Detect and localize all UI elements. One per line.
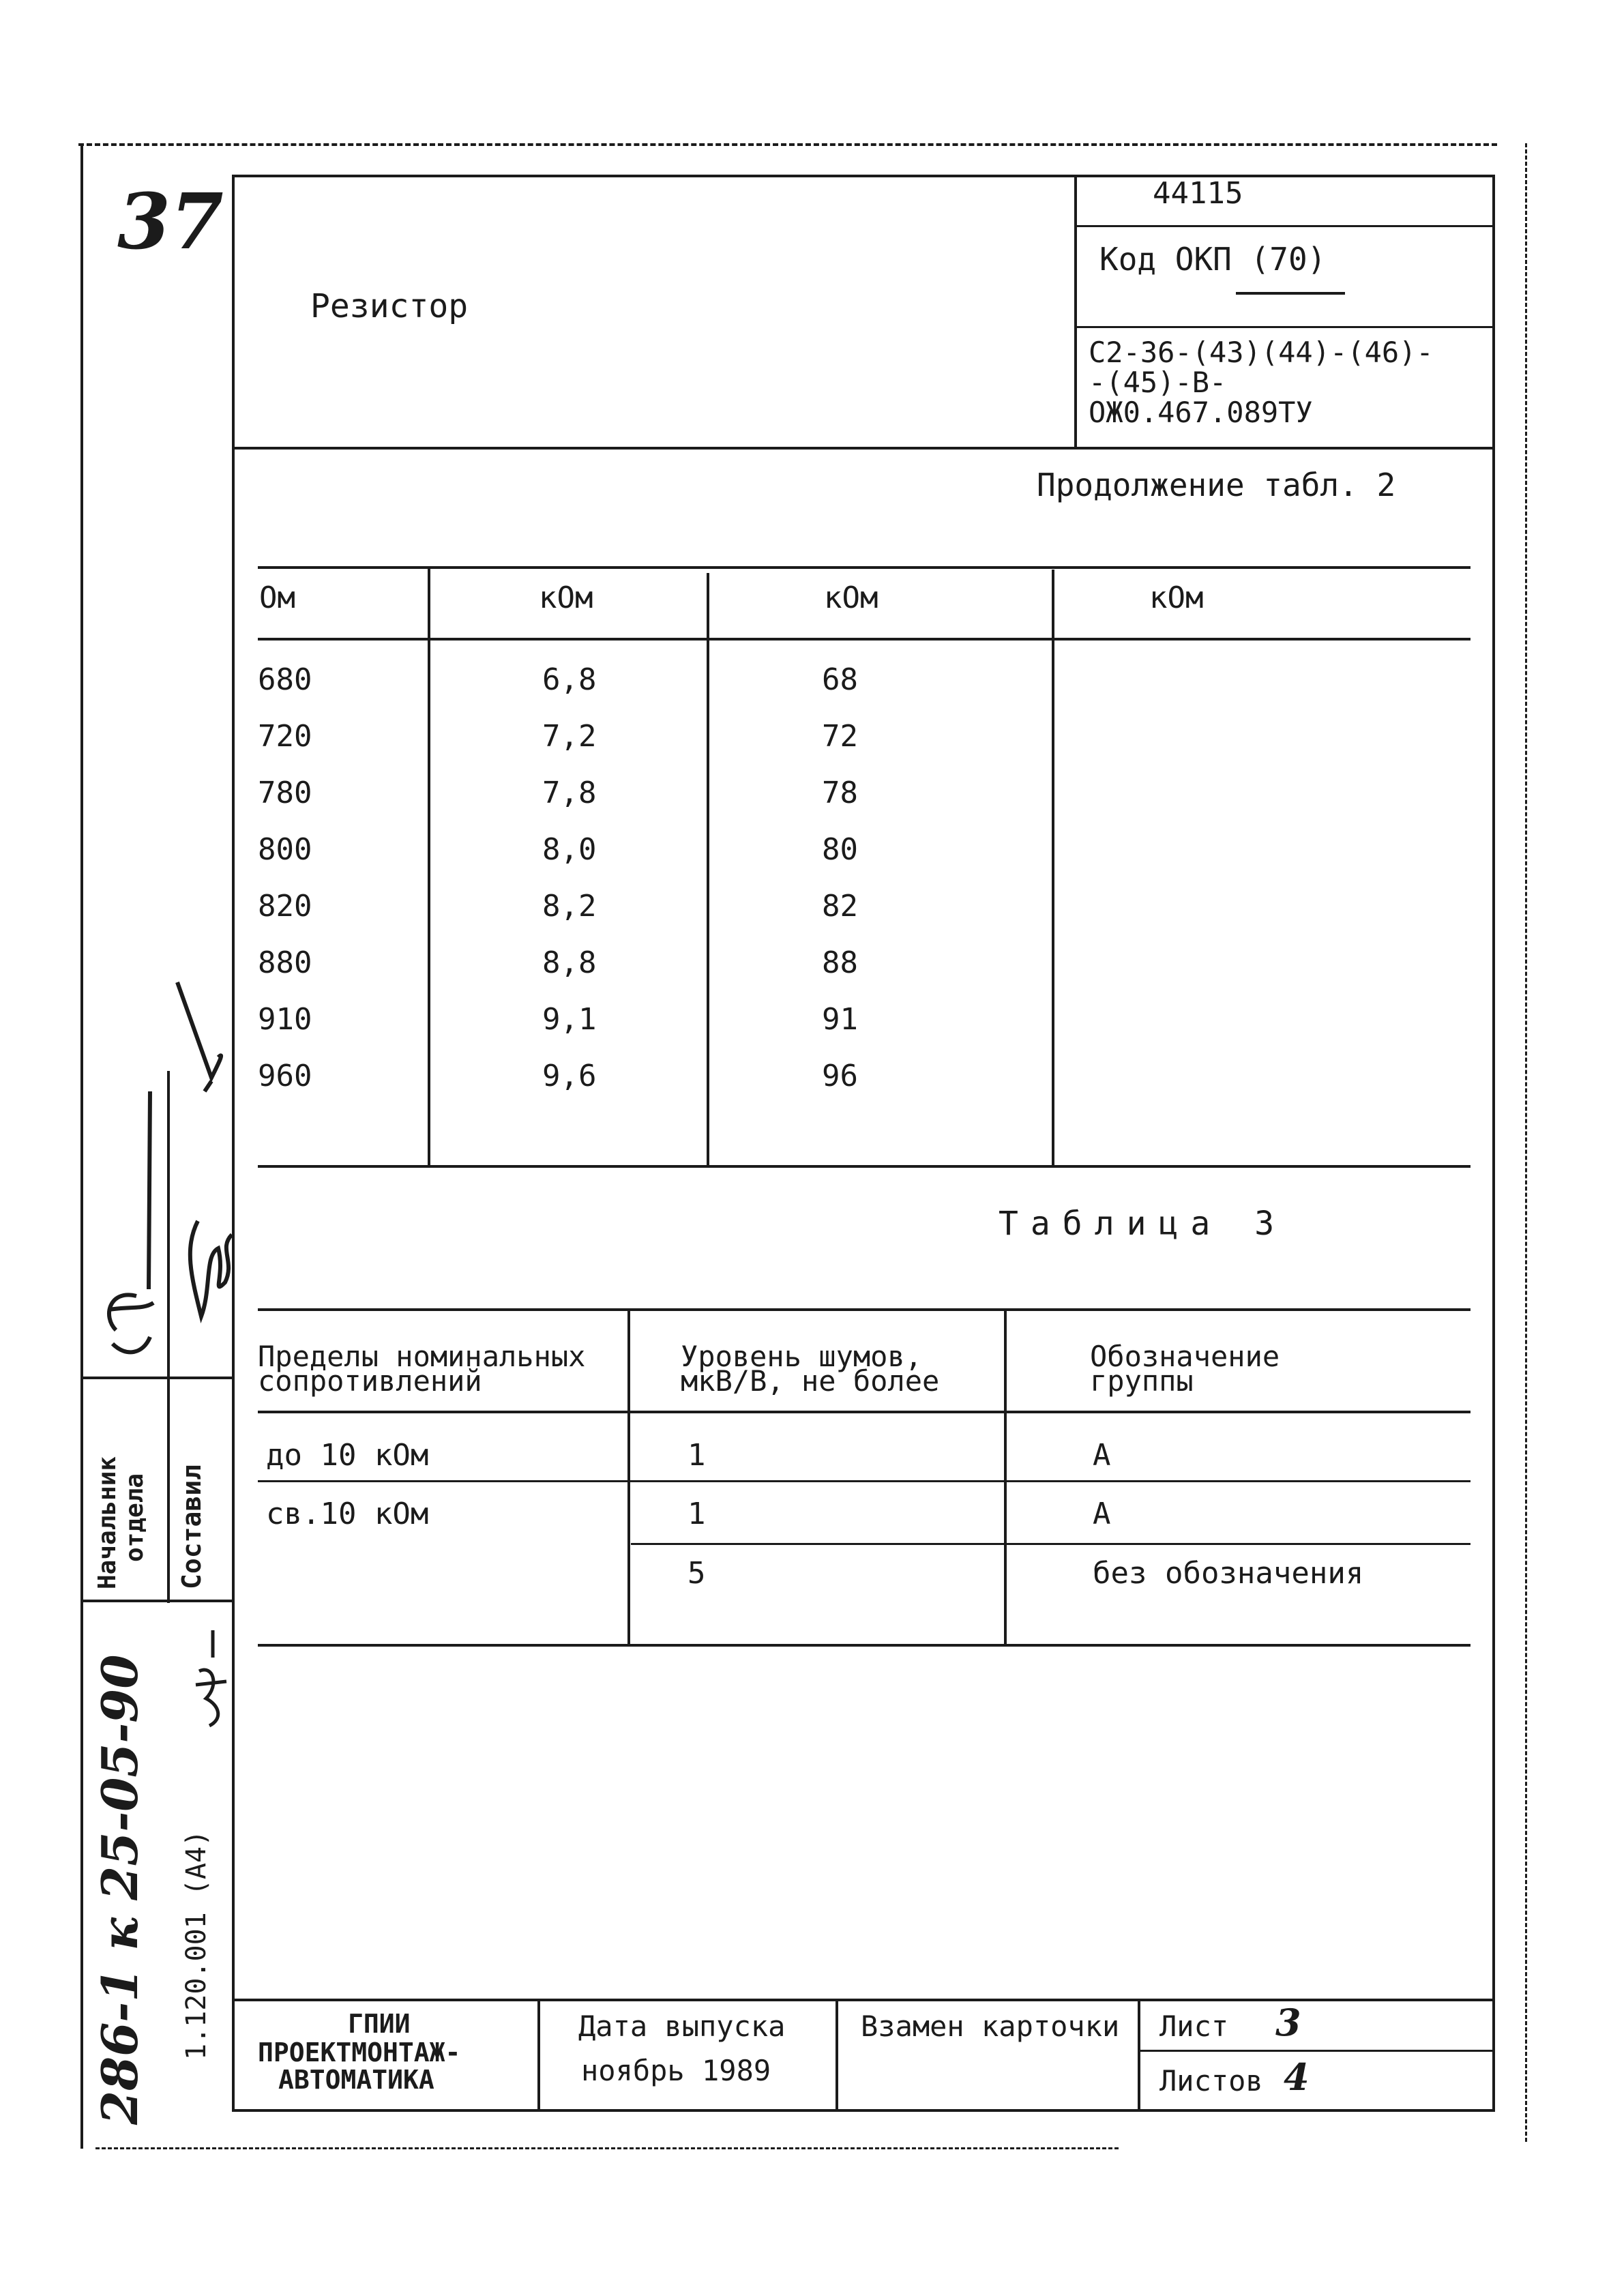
table2-cell-kohm1: 6,8 xyxy=(542,662,597,697)
org-name-line2: ПРОЕКТМОНТАЖ- xyxy=(258,2037,461,2067)
table3-row1-line xyxy=(258,1480,1470,1482)
issue-date-value: ноябрь 1989 xyxy=(581,2054,771,2087)
table3-cell-noise: 1 xyxy=(688,1497,706,1531)
table2-bottom-line xyxy=(258,1165,1470,1168)
footer-divider-3 xyxy=(1138,1999,1140,2109)
sheet-value: 3 xyxy=(1275,2001,1301,2044)
table2-cell-kohm1: 7,8 xyxy=(542,776,597,810)
right-edge-line xyxy=(1525,143,1527,2142)
sheets-value: 4 xyxy=(1284,2055,1310,2099)
table2-header-line xyxy=(258,638,1470,641)
top-border-line xyxy=(78,143,1497,146)
frame-top xyxy=(232,175,1494,177)
table3-header-line xyxy=(258,1411,1470,1413)
table2-cell-kohm1: 9,1 xyxy=(542,1002,597,1037)
footer-divider-2 xyxy=(836,1999,838,2109)
header-right-divider xyxy=(1074,175,1077,447)
table2-cell-ohm: 910 xyxy=(258,1002,312,1037)
table3-col-header-2b: мкВ/В, не более xyxy=(681,1364,940,1398)
table2-col-header-4: кОм xyxy=(1149,580,1204,615)
signature-reg xyxy=(192,1623,233,1733)
replace-card-label: Взамен карточки xyxy=(861,2010,1120,2043)
footer-top-line xyxy=(232,1999,1494,2001)
table2-cell-ohm: 880 xyxy=(258,945,312,980)
sheet-label: Лист xyxy=(1159,2010,1229,2043)
table2-cell-kohm2: 68 xyxy=(822,662,858,697)
header-row1-line xyxy=(1076,225,1492,227)
doc-number: 44115 xyxy=(1153,176,1243,211)
table2-cell-ohm: 780 xyxy=(258,776,312,810)
issue-date-label: Дата выпуска xyxy=(578,2010,786,2043)
component-title: Резистор xyxy=(310,287,469,325)
table2-cell-kohm2: 80 xyxy=(822,832,858,867)
table3-cell-range: св.10 кОм xyxy=(266,1497,429,1531)
table2-cell-kohm2: 82 xyxy=(822,889,858,924)
sidebar-form-code: 1.120.001 (А4) xyxy=(181,1829,212,2060)
footer-sheet-line xyxy=(1139,2050,1494,2052)
sidebar-role-top xyxy=(80,1377,232,1379)
table2-col-header-3: кОм xyxy=(824,580,878,615)
bottom-border-line xyxy=(95,2147,1119,2149)
table3-cell-group: А xyxy=(1093,1497,1111,1531)
table3-top-line xyxy=(258,1308,1470,1311)
table3-cell-group: без обозначения xyxy=(1093,1556,1364,1591)
sidebar-registration-handwritten: 286-1 к 25-05-90 xyxy=(91,1654,149,2125)
table2-cell-kohm2: 91 xyxy=(822,1002,858,1037)
sidebar-column-divider xyxy=(167,1071,170,1603)
sheets-label: Листов xyxy=(1159,2064,1263,2098)
table2-cell-ohm: 680 xyxy=(258,662,312,697)
table3-col-divider-1 xyxy=(627,1308,630,1644)
frame-bottom xyxy=(232,2109,1495,2112)
table2-col-divider-2 xyxy=(707,573,709,1165)
table3-col-header-1b: сопротивлений xyxy=(258,1364,482,1398)
table2-cell-kohm2: 96 xyxy=(822,1059,858,1093)
table2-col-header-1: Ом xyxy=(259,580,295,615)
table2-cell-kohm2: 88 xyxy=(822,945,858,980)
table3-row2-line xyxy=(631,1543,1470,1545)
table2-col-divider-3 xyxy=(1052,570,1054,1165)
table2-cell-kohm1: 8,2 xyxy=(542,889,597,924)
sidebar-role-author: Составил xyxy=(177,1464,207,1589)
table3-cell-noise: 5 xyxy=(688,1556,706,1591)
okp-underline xyxy=(1236,292,1345,295)
table3-col-header-3b: группы xyxy=(1090,1364,1194,1398)
table3-bottom-line xyxy=(258,1644,1470,1647)
table2-cell-kohm1: 7,2 xyxy=(542,719,597,754)
table2-cell-ohm: 720 xyxy=(258,719,312,754)
org-name-line3: АВТОМАТИКА xyxy=(278,2065,434,2095)
header-row2-line xyxy=(1076,326,1492,328)
table3-col-divider-2 xyxy=(1004,1308,1007,1644)
table3-cell-noise: 1 xyxy=(688,1438,706,1473)
table2-cell-kohm1: 8,0 xyxy=(542,832,597,867)
designation-line2: -(45)-В- xyxy=(1089,366,1227,399)
table3-col-header-3a: Обозначение xyxy=(1090,1340,1280,1373)
table3-cell-group: А xyxy=(1093,1438,1111,1473)
table2-cell-kohm1: 8,8 xyxy=(542,945,597,980)
header-divider xyxy=(232,447,1494,450)
table3-caption: Таблица 3 xyxy=(999,1205,1287,1243)
sidebar-role-bottom xyxy=(80,1600,232,1602)
sidebar-role-head-line2: отдела xyxy=(121,1473,149,1562)
table2-caption: Продолжение табл. 2 xyxy=(1037,467,1396,503)
table2-cell-kohm2: 72 xyxy=(822,719,858,754)
frame-right xyxy=(1492,175,1495,2112)
signature-author xyxy=(171,962,246,1371)
table3-cell-range: до 10 кОм xyxy=(266,1438,429,1473)
table2-top-line xyxy=(258,566,1470,569)
left-binding-line xyxy=(80,143,83,2149)
table2-cell-ohm: 820 xyxy=(258,889,312,924)
table3-col-header-2a: Уровень шумов, xyxy=(681,1340,923,1373)
signature-head xyxy=(95,1085,164,1371)
sheet-number-handwritten: 37 xyxy=(117,177,224,267)
designation-line3: ОЖ0.467.089ТУ xyxy=(1089,396,1313,429)
sidebar-role-head-line1: Начальник xyxy=(93,1456,121,1589)
table2-cell-kohm1: 9,6 xyxy=(542,1059,597,1093)
table2-cell-ohm: 960 xyxy=(258,1059,312,1093)
designation-line1: С2-36-(43)(44)-(46)- xyxy=(1089,336,1434,369)
table2-cell-ohm: 800 xyxy=(258,832,312,867)
table2-cell-kohm2: 78 xyxy=(822,776,858,810)
table3-col-header-1a: Пределы номинальных xyxy=(258,1340,586,1373)
org-name-line1: ГПИИ xyxy=(348,2009,411,2039)
table2-col-header-2: кОм xyxy=(539,580,593,615)
table2-col-divider-1 xyxy=(428,566,430,1165)
okp-code: Код ОКП (70) xyxy=(1099,241,1327,278)
footer-divider-1 xyxy=(537,1999,540,2109)
